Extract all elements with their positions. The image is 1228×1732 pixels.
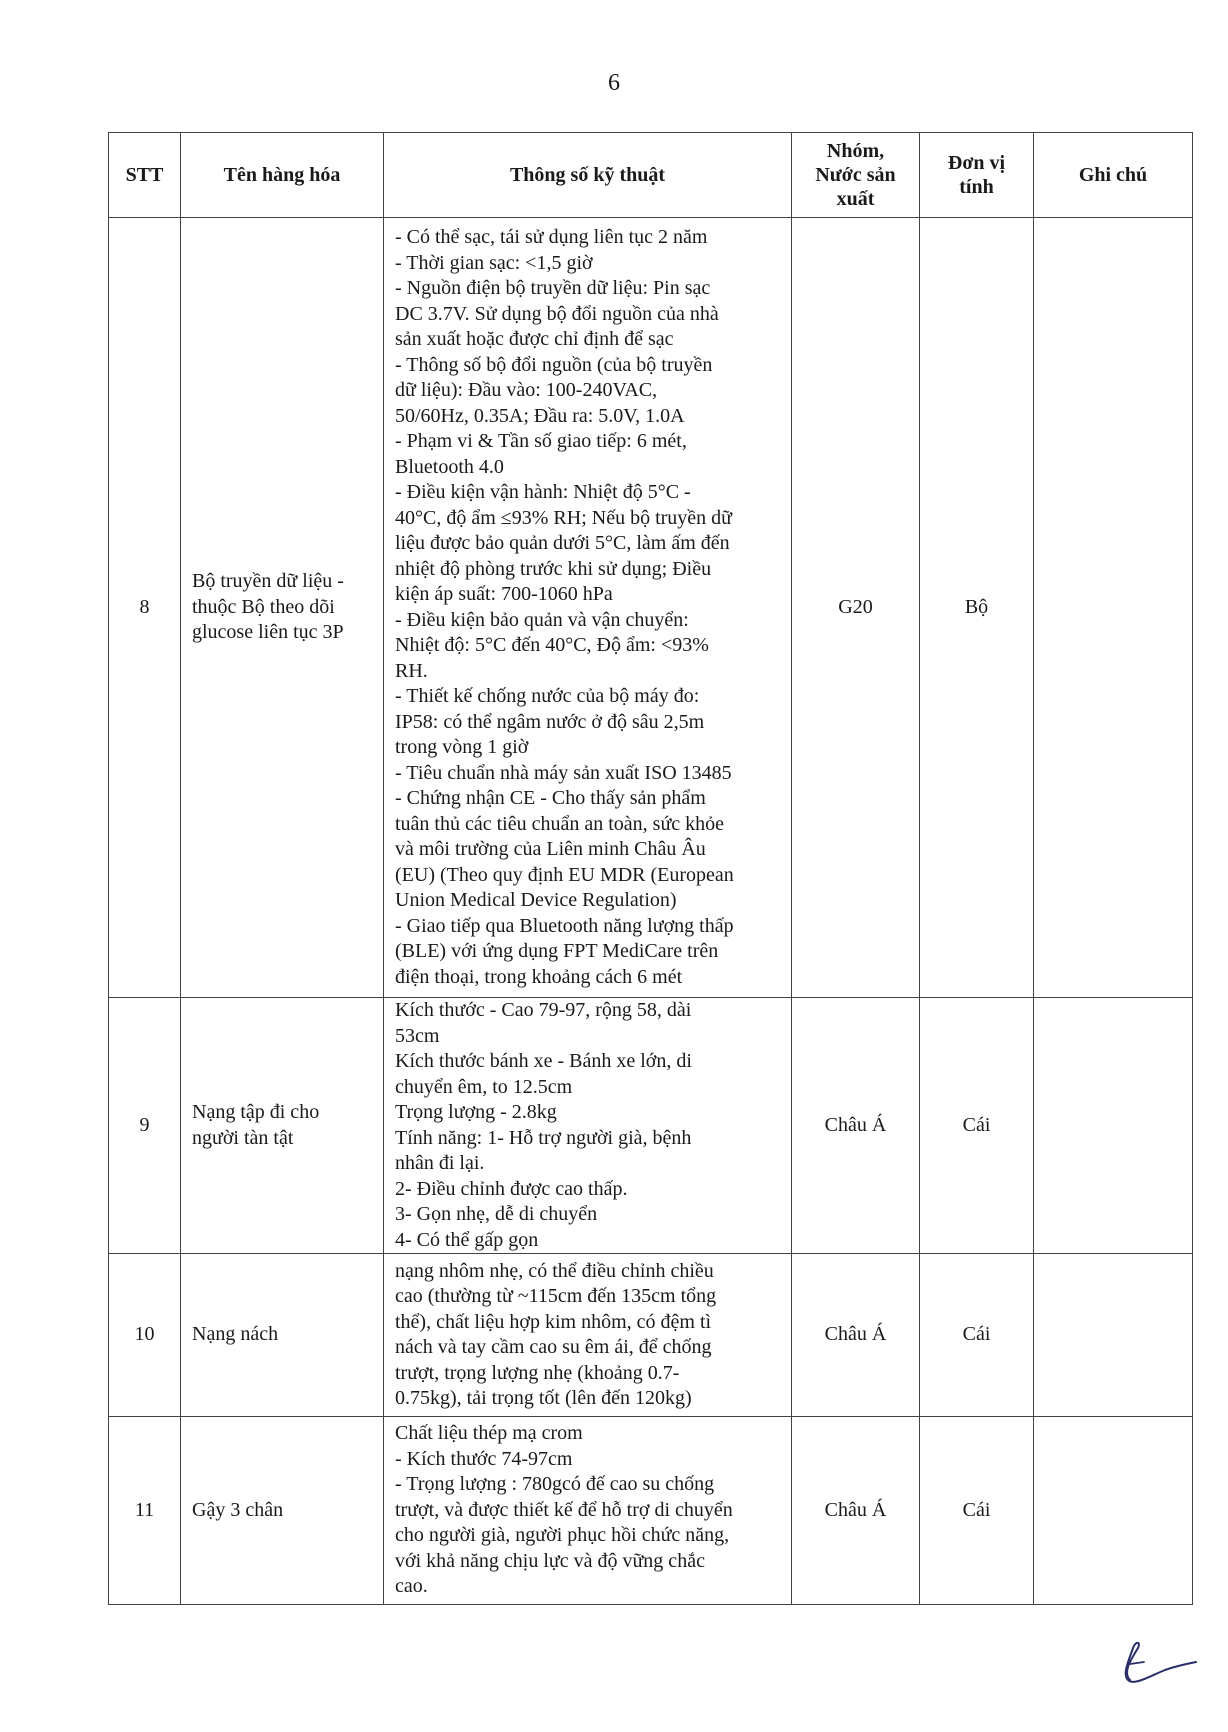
spec-line: trượt, trọng lượng nhẹ (khoảng 0.7-: [395, 1361, 680, 1384]
header-unit: [920, 133, 1034, 218]
spec-line: Kích thước bánh xe - Bánh xe lớn, di: [395, 1050, 692, 1072]
header-spec: Thông số kỹ thuật: [384, 133, 792, 218]
spec-line: nhiệt độ phòng trước khi sử dụng; Điều: [395, 557, 712, 580]
spec-line: dữ liệu): Đầu vào: 100-240VAC,: [395, 379, 658, 401]
spec-line: - Thiết kế chống nước của bộ máy đo:: [395, 685, 700, 707]
spec-line: sản xuất hoặc được chỉ định để sạc: [395, 328, 674, 350]
spec-line: 4- Có thể gấp gọn: [395, 1228, 539, 1251]
table-row: [109, 218, 1193, 998]
spec-line: cao.: [395, 1575, 428, 1598]
cell-specification: [384, 998, 792, 1254]
cell-stt: 9: [109, 998, 181, 1254]
item-name-line: Gậy 3 chân: [192, 1498, 284, 1521]
spec-line: Tính năng: 1- Hỗ trợ người già, bệnh: [395, 1126, 692, 1149]
cell-origin: Châu Á: [792, 1417, 920, 1605]
header-name: Tên hàng hóa: [181, 133, 384, 218]
spec-line: nách và tay cầm cao su êm ái, để chống: [395, 1336, 712, 1358]
spec-line: 3- Gọn nhẹ, dễ di chuyển: [395, 1203, 598, 1225]
cell-item-name: [181, 1254, 384, 1417]
header-unit-line: tính: [959, 176, 994, 198]
cell-item-name: [181, 998, 384, 1254]
spec-line: Union Medical Device Regulation): [395, 889, 677, 911]
spec-line: Chất liệu thép mạ crom: [395, 1422, 583, 1445]
spec-line: tuân thủ các tiêu chuẩn an toàn, sức khỏe: [395, 812, 725, 835]
cell-origin: Châu Á: [792, 998, 920, 1254]
table-row: [109, 1417, 1193, 1605]
spec-line: Nhiệt độ: 5°C đến 40°C, Độ ẩm: <93%: [395, 634, 709, 656]
spec-line: 2- Điều chỉnh được cao thấp.: [395, 1177, 628, 1200]
spec-line: liệu được bảo quản dưới 5°C, làm ấm đến: [395, 532, 730, 554]
spec-line: - Thời gian sạc: <1,5 giờ: [395, 251, 593, 274]
cell-origin: G20: [792, 218, 920, 998]
spec-line: (BLE) với ứng dụng FPT MediCare trên: [395, 940, 719, 962]
spec-line: 53cm: [395, 1024, 440, 1047]
spec-line: - Nguồn điện bộ truyền dữ liệu: Pin sạc: [395, 277, 711, 299]
spec-line: chuyển êm, to 12.5cm: [395, 1075, 573, 1098]
header-unit-line: Đơn vị: [947, 152, 1006, 174]
specification-table: [108, 132, 1193, 1605]
table-body: [109, 218, 1193, 1605]
spec-line: Bluetooth 4.0: [395, 455, 504, 478]
spec-line: RH.: [395, 659, 428, 682]
item-name-line: Bộ truyền dữ liệu -: [192, 570, 344, 593]
header-stt: STT: [109, 133, 181, 218]
spec-line: Kích thước - Cao 79-97, rộng 58, dài: [395, 999, 692, 1021]
spec-line: - Điều kiện vận hành: Nhiệt độ 5°C -: [395, 481, 691, 503]
spec-line: nhân đi lại.: [395, 1152, 485, 1174]
cell-origin: Châu Á: [792, 1254, 920, 1417]
spec-line: trượt, và được thiết kế để hỗ trợ di chuyển: [395, 1498, 733, 1521]
header-origin: [792, 133, 920, 218]
cell-note: [1034, 1417, 1193, 1605]
item-name-line: người tàn tật: [192, 1126, 294, 1149]
spec-line: - Điều kiện bảo quản và vận chuyển:: [395, 608, 689, 631]
spec-line: - Có thể sạc, tái sử dụng liên tục 2 năm: [395, 226, 708, 248]
spec-line: IP58: có thể ngâm nước ở độ sâu 2,5m: [395, 710, 705, 733]
spec-line: trong vòng 1 giờ: [395, 736, 529, 758]
item-name-line: Nạng tập đi cho: [192, 1101, 320, 1123]
header-origin-line: Nhóm,: [826, 140, 885, 162]
table-row: [109, 998, 1193, 1254]
page-number: 6: [608, 70, 620, 96]
spec-line: DC 3.7V. Sử dụng bộ đổi nguồn của nhà: [395, 302, 719, 325]
spec-line: - Giao tiếp qua Bluetooth năng lượng thấp: [395, 914, 734, 937]
spec-line: 0.75kg), tải trọng tốt (lên đến 120kg): [395, 1387, 692, 1409]
spec-line: 50/60Hz, 0.35A; Đầu ra: 5.0V, 1.0A: [395, 404, 685, 427]
signature-mark: [1110, 1628, 1200, 1688]
cell-specification: [384, 1417, 792, 1605]
item-name-line: Nạng nách: [192, 1323, 279, 1346]
cell-specification: [384, 218, 792, 998]
spec-line: Trọng lượng - 2.8kg: [395, 1101, 557, 1123]
cell-note: [1034, 218, 1193, 998]
header-note: Ghi chú: [1034, 133, 1193, 218]
spec-line: kiện áp suất: 700-1060 hPa: [395, 583, 613, 605]
header-origin-line: xuất: [836, 188, 875, 210]
header-origin-line: Nước sản: [815, 164, 896, 186]
spec-line: điện thoại, trong khoảng cách 6 mét: [395, 965, 683, 988]
spec-line: - Phạm vi & Tần số giao tiếp: 6 mét,: [395, 430, 687, 452]
cell-specification: [384, 1254, 792, 1417]
spec-line: - Thông số bộ đổi nguồn (của bộ truyền: [395, 353, 713, 376]
cell-unit: Cái: [920, 1417, 1034, 1605]
spec-line: - Trọng lượng : 780gcó đế cao su chống: [395, 1473, 715, 1496]
cell-unit: Cái: [920, 1254, 1034, 1417]
cell-item-name: [181, 1417, 384, 1605]
spec-line: - Tiêu chuẩn nhà máy sản xuất ISO 13485: [395, 761, 732, 784]
spec-line: - Chứng nhận CE - Cho thấy sản phẩm: [395, 787, 706, 809]
table-header: [109, 133, 1193, 218]
spec-line: nạng nhôm nhẹ, có thể điều chỉnh chiều: [395, 1259, 714, 1282]
cell-note: [1034, 998, 1193, 1254]
spec-line: với khả năng chịu lực và độ vững chắc: [395, 1549, 705, 1572]
cell-stt: 10: [109, 1254, 181, 1417]
spec-line: - Kích thước 74-97cm: [395, 1447, 573, 1470]
spec-line: cho người già, người phục hồi chức năng,: [395, 1524, 730, 1547]
spec-line: và môi trường của Liên minh Châu Âu: [395, 838, 706, 860]
item-name-line: glucose liên tục 3P: [192, 621, 344, 644]
spec-line: 40°C, độ ẩm ≤93% RH; Nếu bộ truyền dữ: [395, 506, 733, 529]
cell-stt: 8: [109, 218, 181, 998]
cell-stt: 11: [109, 1417, 181, 1605]
cell-unit: Bộ: [920, 218, 1034, 998]
cell-unit: Cái: [920, 998, 1034, 1254]
spec-line: cao (thường từ ~115cm đến 135cm tổng: [395, 1285, 717, 1307]
spec-line: (EU) (Theo quy định EU MDR (European: [395, 863, 734, 886]
cell-item-name: [181, 218, 384, 998]
spec-line: thể), chất liệu hợp kim nhôm, có đệm tì: [395, 1310, 712, 1333]
cell-note: [1034, 1254, 1193, 1417]
item-name-line: thuộc Bộ theo dõi: [192, 595, 335, 618]
table-row: [109, 1254, 1193, 1417]
